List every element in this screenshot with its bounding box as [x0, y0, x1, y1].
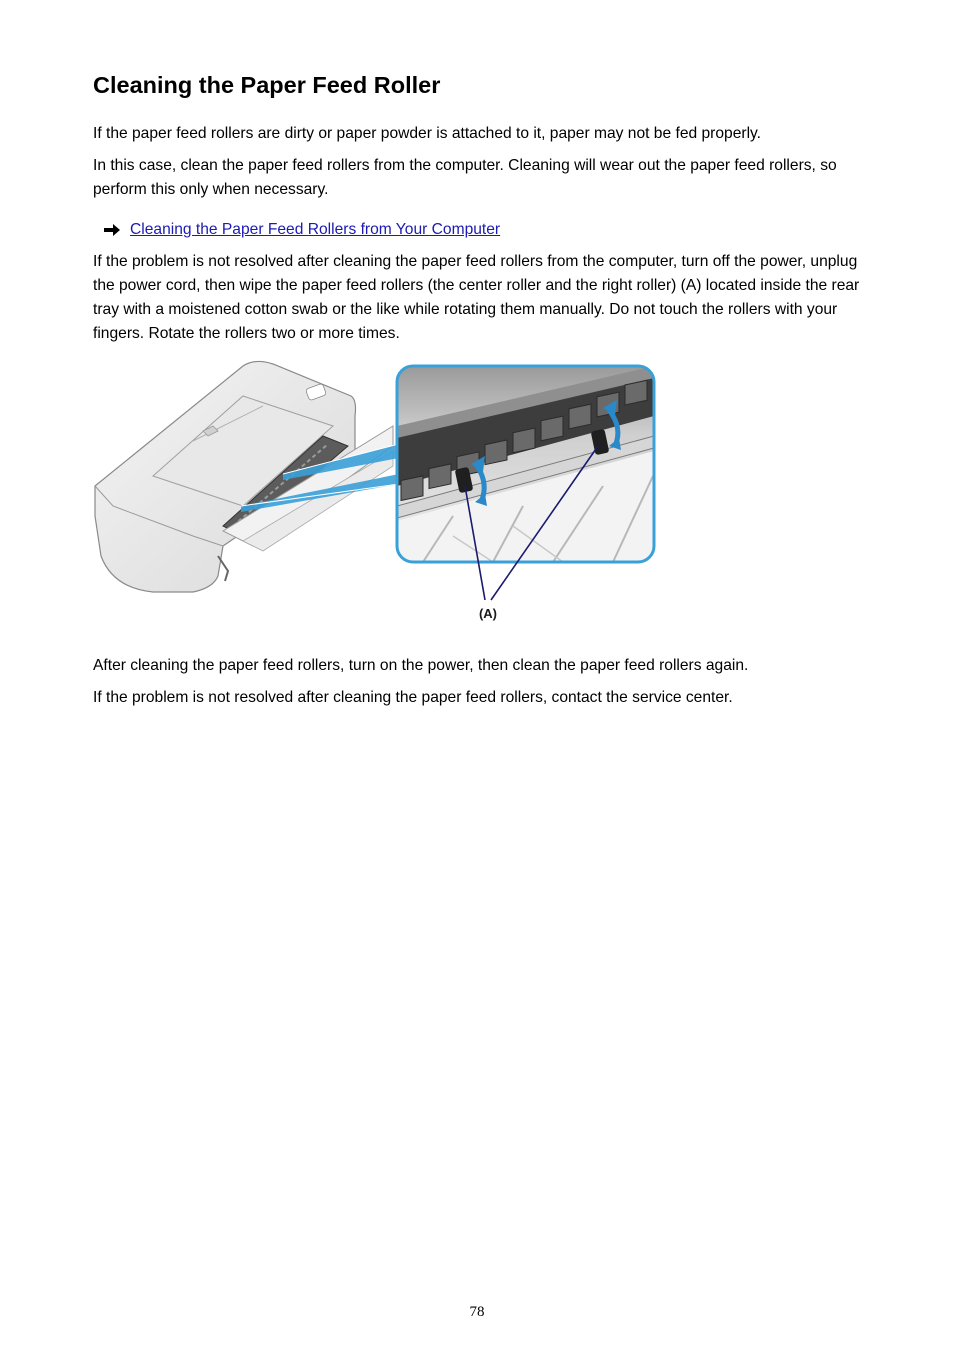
- page-number: 78: [469, 1304, 485, 1320]
- page-title: Cleaning the Paper Feed Roller: [93, 72, 441, 98]
- roller-detail-inset: [397, 366, 654, 562]
- page-content: [93, 66, 868, 710]
- instruction-paragraph: In this case, clean the paper feed rollers from the computer. Cleaning will wear out the paper feed rollers, so perform this only when necessary.: [93, 157, 837, 198]
- manual-cleaning-paragraph: If the problem is not resolved after cleaning the paper feed rollers from the computer, turn off the power, unplug the power cord, then wipe the paper feed rollers (the center roller and the right roller) (A) located inside the rear tray with a moistened cotton swab or the like while rotating them manually. Do not touch the rollers with your fingers. Rotate the rollers two or more times.: [93, 253, 860, 342]
- intro-paragraph: If the paper feed rollers are dirty or paper powder is attached to it, paper may not be fed properly.: [93, 125, 762, 142]
- cleaning-from-computer-link[interactable]: Cleaning the Paper Feed Rollers from Your Computer: [130, 221, 501, 238]
- printer-roller-drawing: [93, 356, 673, 626]
- printer-body: [95, 361, 393, 592]
- contact-service-paragraph: If the problem is not resolved after cleaning the paper feed rollers, contact the service center.: [93, 689, 733, 706]
- after-cleaning-paragraph: After cleaning the paper feed rollers, turn on the power, then clean the paper feed rollers again.: [93, 657, 749, 674]
- reference-link-row: [104, 218, 868, 242]
- printer-roller-illustration: [93, 356, 673, 626]
- callout-label-a: (A): [478, 606, 498, 621]
- arrow-right-icon: [104, 224, 120, 236]
